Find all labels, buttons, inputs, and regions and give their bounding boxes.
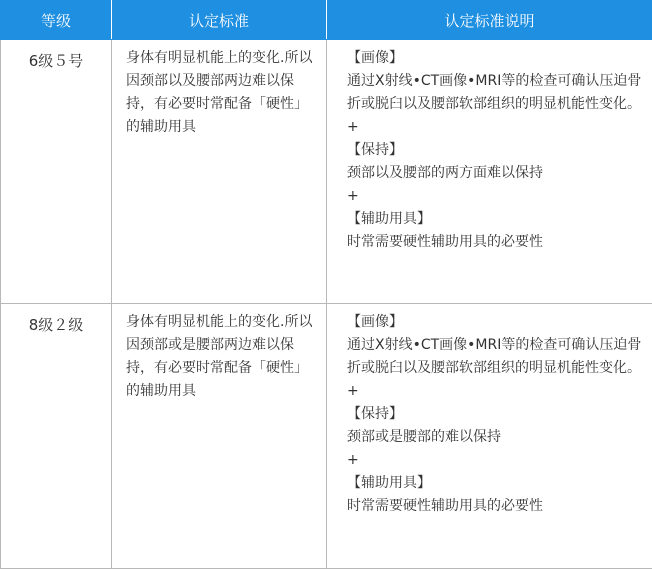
criteria-cell: 身体有明显机能上的变化.所以因颈部以及腰部两边难以保持，有必要时常配备「硬性」的辅助用具: [112, 40, 327, 304]
description-line: 通过X射线•CT画像•MRI等的检查可确认压迫骨折或脱臼以及腰部软部组织的明显机能性变化。: [347, 70, 646, 116]
table-header-row: [1, 1, 652, 40]
description-line: 【辅助用具】: [347, 472, 646, 495]
description-line: +: [347, 380, 646, 403]
criteria-cell: 身体有明显机能上的变化.所以因颈部或是腰部两边难以保持，有必要时常配备「硬性」的辅助用具: [112, 304, 327, 569]
header-grade: 等级: [1, 1, 112, 40]
description-line: 时常需要硬性辅助用具的必要性: [347, 231, 646, 254]
description-line: 颈部以及腰部的两方面难以保持: [347, 162, 646, 185]
table-row: [1, 40, 652, 304]
description-line: +: [347, 185, 646, 208]
table-row: [1, 304, 652, 569]
description-line: +: [347, 116, 646, 139]
description-line: 时常需要硬性辅助用具的必要性: [347, 495, 646, 518]
description-line: 【保持】: [347, 403, 646, 426]
description-line: +: [347, 449, 646, 472]
description-line: 【画像】: [347, 311, 646, 334]
header-description: 认定标准说明: [327, 1, 652, 40]
description-line: 【保持】: [347, 139, 646, 162]
description-line: 通过X射线•CT画像•MRI等的检查可确认压迫骨折或脱臼以及腰部软部组织的明显机能性变化。: [347, 334, 646, 380]
grade-cell: 8级２级: [1, 304, 112, 569]
grade-cell: 6级５号: [1, 40, 112, 304]
description-cell: [327, 40, 652, 304]
description-line: 【画像】: [347, 47, 646, 70]
header-criteria: 认定标准: [112, 1, 327, 40]
description-line: 颈部或是腰部的难以保持: [347, 426, 646, 449]
description-cell: [327, 304, 652, 569]
description-line: 【辅助用具】: [347, 208, 646, 231]
